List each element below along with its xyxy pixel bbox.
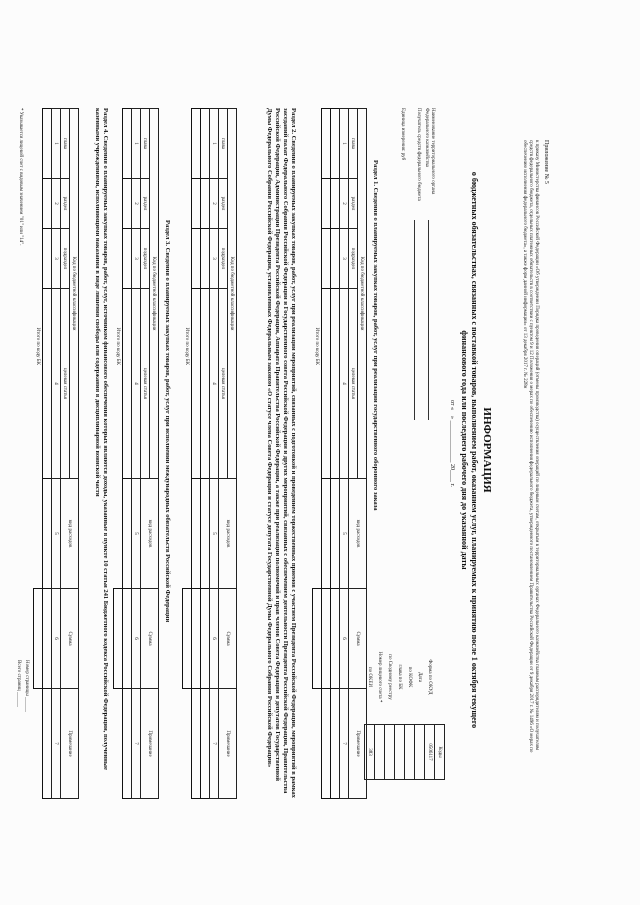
code-row: Форма по ОКУД 0506117 [425,630,435,780]
section-2-heading: Раздел 2. Сведения о планируемых закупках товаров, работ, услуг при реализации мероприятий, связанных с подготовкой и проведением торжественных приемов с участием Президента Российской Федерации, мероприятий в рамках заседаний палат Федерального Собрания Российской Федерации и Государственного совета Российской Федерации и других мероприятий, связанных с обеспечением деятельности Президента Российской Федерации, Правительства Российской Федерации, Администрации Президента Российской Федерации, Аппарата Правительства Российской Федерации, а также при реализации полномочий и прав членов Совета Федерации и депутатов Государственной Думы Федерального Собрания Российской Федерации, установленных Федеральным законом «О статусе члена Совета Федерации и статусе депутата Государственной Думы Федерального Собрания Российской Федерации» [266,108,297,798]
field-unit-label: Единица измерения: руб [400,108,405,161]
code-row: по ОКЕИ 383 [365,630,375,780]
section-1-heading: Раздел 1. Сведения о планируемых закупках товаров, работ, услуг при реализации государственного оборонного заказа [372,160,379,511]
rotated-form-sheet [85,100,555,800]
rotated-form-continuation [0,100,85,800]
total-row: Итого по коду БК [34,109,43,799]
table-row [322,109,331,799]
section-3-table: Код по бюджетной классификации вид расходов Сумма Примечание глава раздел подраздел целевая статья 1 2 3 4 5 6 7 Итого по коду БК [113,108,159,799]
section-4-table: Код по бюджетной классификации вид расходов Сумма Примечание глава раздел подраздел целевая статья 1 2 3 4 5 6 7 Итого по коду БК [33,108,79,799]
table-row [192,109,201,799]
section-3-heading: Раздел 3. Сведения о планируемых закупках товаров, работ, услуг при исполнении международных обязательств Российской Федерации [164,220,171,623]
header-razdel: раздел [349,179,358,229]
table-row [201,109,210,799]
table-row [123,109,132,799]
section-4-heading: Раздел 4. Сведения о планируемых закупках товаров, работ, услуг, источником финансового обеспечения которых являются доходы, указанные в пункте 10 статьи 241 Бюджетного кодекса Российской Федерации, полученные казенными учреждениями, исполняющими наказания в виде лишения свободы или содержания в дисциплинарной воинской части [94,108,109,770]
header-note: Примечание [349,689,367,799]
footnote: * Указывается лицевой счет с видовым значением "01" или "14". [18,108,23,246]
total-row: Итого по коду БК [313,109,322,799]
field-recipient-line[interactable] [414,220,415,420]
preamble-text: к приказу Министерства финансов Российской Федерации «Об утверждении Порядка проведения операций (отмены производства) осуществления операций по лицевым счетам, открытым в территориальных органах Федерального казначейства главным распорядителям и получателям средств федерального бюджета, отдельных платежных обязательств в соответствии с пунктом 9 и 12 Положения о мерах по обеспечению исполнения федерального бюджета, утвержденного постановлением Правительства Российской Федерации от 9 декабря 2017 г. № 1496 «О мерах по обеспечению исполнения федерального бюджета», а также форм данной информации» от 13 декабря 2017 г. № 228н [522,140,539,753]
section-1-table: Код по бюджетной классификации вид расходов Сумма Примечание глава раздел подраздел целевая статья 1 2 3 4 5 6 7 Итого по коду БК [312,108,367,799]
field-territorial-body-line[interactable] [428,220,429,420]
code-row: по КОФК [405,630,415,780]
total-row: Итого по коду БК [114,109,123,799]
field-territorial-body-label: Наименование территориального органа Федерального казначейства [424,108,435,195]
code-row: по Сводному реестру [385,630,395,780]
header-glava: глава [349,109,358,179]
appendix-number: Приложение № 5 [543,140,549,184]
section-2-table: Код по бюджетной классификации вид расходов Сумма Примечание глава раздел подраздел целевая статья 1 2 3 4 5 6 7 Итого по коду БК [182,108,237,799]
code-row: Номер лицевого счета * [375,630,385,780]
header-podrazdel: подраздел [349,229,358,289]
header-csr: целевая статья [349,289,358,479]
header-vr: вид расходов [349,479,367,589]
code-row: Дата [415,630,425,780]
form-subtitle: о бюджетных обязательствах, связанных с поставкой товаров, выполнением работ, оказанием услуг, планируемых к принятию после 1 октября текущего финансового года или последнего рабочего дня до указанной даты [460,171,479,729]
codes-header: Коды [435,725,445,780]
page-number-label: Номер страницы ______ [24,660,29,712]
total-pages-label: Всего страниц ______ [16,660,21,707]
header-kbk: Код по бюджетной классификации [358,109,367,479]
code-row: глава по БК [395,630,405,780]
header-sum: Сумма [349,589,367,689]
total-row: Итого по коду БК [183,109,192,799]
table-row [331,109,340,799]
table-row [43,109,52,799]
date-line: от « » ______________ 20____ г. [449,400,455,487]
form-title: ИНФОРМАЦИЯ [481,407,493,493]
field-recipient-label: Получатель средств федерального бюджета [416,108,421,201]
